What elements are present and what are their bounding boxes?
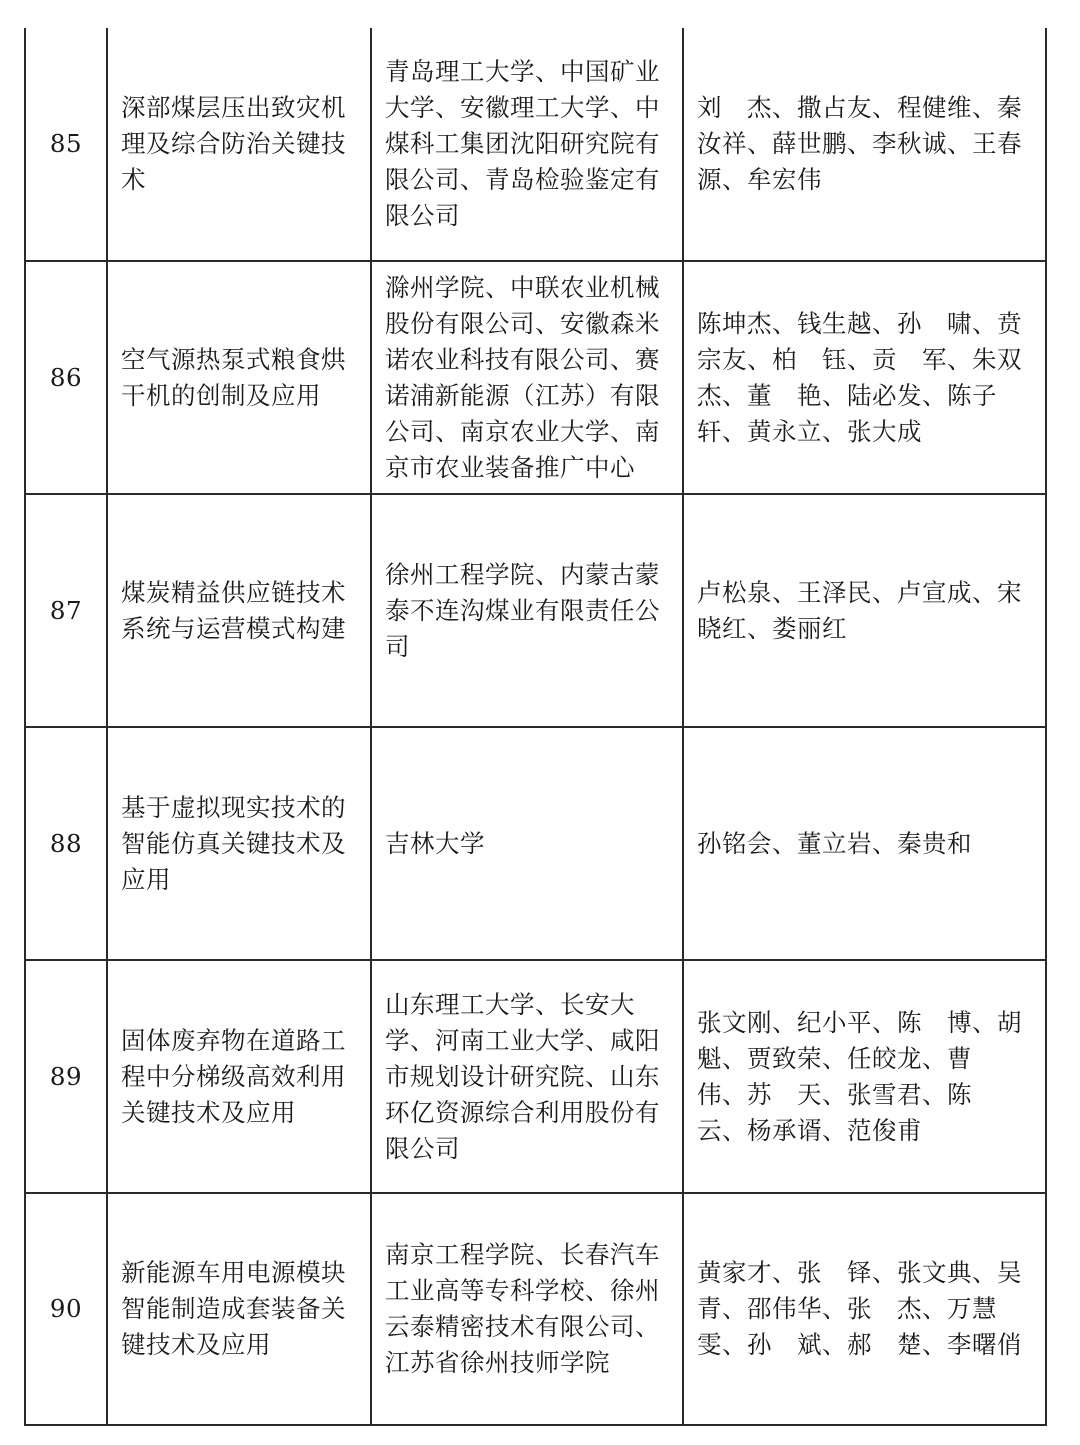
- table-row: [25, 1193, 1046, 1425]
- project-name: 基于虚拟现实技术的智能仿真关键技术及应用: [107, 727, 371, 960]
- completing-units: 南京工程学院、长春汽车工业高等专科学校、徐州云泰精密技术有限公司、江苏省徐州技师学院: [371, 1193, 683, 1425]
- table-row: [25, 960, 1046, 1193]
- project-name: 空气源热泵式粮食烘干机的创制及应用: [107, 261, 371, 494]
- row-number: 85: [25, 28, 107, 261]
- completing-units: 山东理工大学、长安大学、河南工业大学、咸阳市规划设计研究院、山东环亿资源综合利用股份有限公司: [371, 960, 683, 1193]
- table-row: [25, 261, 1046, 494]
- project-name: 新能源车用电源模块智能制造成套装备关键技术及应用: [107, 1193, 371, 1425]
- completing-people: 刘 杰、撒占友、程健维、秦汝祥、薛世鹏、李秋诚、王春源、牟宏伟: [683, 28, 1046, 261]
- completing-units: 徐州工程学院、内蒙古蒙泰不连沟煤业有限责任公司: [371, 494, 683, 727]
- completing-people: 卢松泉、王泽民、卢宣成、宋晓红、娄丽红: [683, 494, 1046, 727]
- award-table: [24, 28, 1047, 1426]
- completing-people: 张文刚、纪小平、陈 博、胡魁、贾致荣、任皎龙、曹 伟、苏 天、张雪君、陈 云、杨承谞、范俊甫: [683, 960, 1046, 1193]
- row-number: 87: [25, 494, 107, 727]
- project-name: 煤炭精益供应链技术系统与运营模式构建: [107, 494, 371, 727]
- completing-units: 吉林大学: [371, 727, 683, 960]
- project-name: 固体废弃物在道路工程中分梯级高效利用关键技术及应用: [107, 960, 371, 1193]
- completing-people: 孙铭会、董立岩、秦贵和: [683, 727, 1046, 960]
- completing-people: 陈坤杰、钱生越、孙 啸、贲宗友、柏 钰、贡 军、朱双杰、董 艳、陆必发、陈子轩、黄永立、张大成: [683, 261, 1046, 494]
- completing-units: 青岛理工大学、中国矿业大学、安徽理工大学、中煤科工集团沈阳研究院有限公司、青岛检验鉴定有限公司: [371, 28, 683, 261]
- row-number: 90: [25, 1193, 107, 1425]
- completing-units: 滁州学院、中联农业机械股份有限公司、安徽森米诺农业科技有限公司、赛诺浦新能源（江苏）有限公司、南京农业大学、南京市农业装备推广中心: [371, 261, 683, 494]
- completing-people: 黄家才、张 铎、张文典、吴 青、邵伟华、张 杰、万慧雯、孙 斌、郝 楚、李曙俏: [683, 1193, 1046, 1425]
- table-row: [25, 494, 1046, 727]
- project-name: 深部煤层压出致灾机理及综合防治关键技术: [107, 28, 371, 261]
- row-number: 86: [25, 261, 107, 494]
- table-row: [25, 28, 1046, 261]
- row-number: 88: [25, 727, 107, 960]
- row-number: 89: [25, 960, 107, 1193]
- table-row: [25, 727, 1046, 960]
